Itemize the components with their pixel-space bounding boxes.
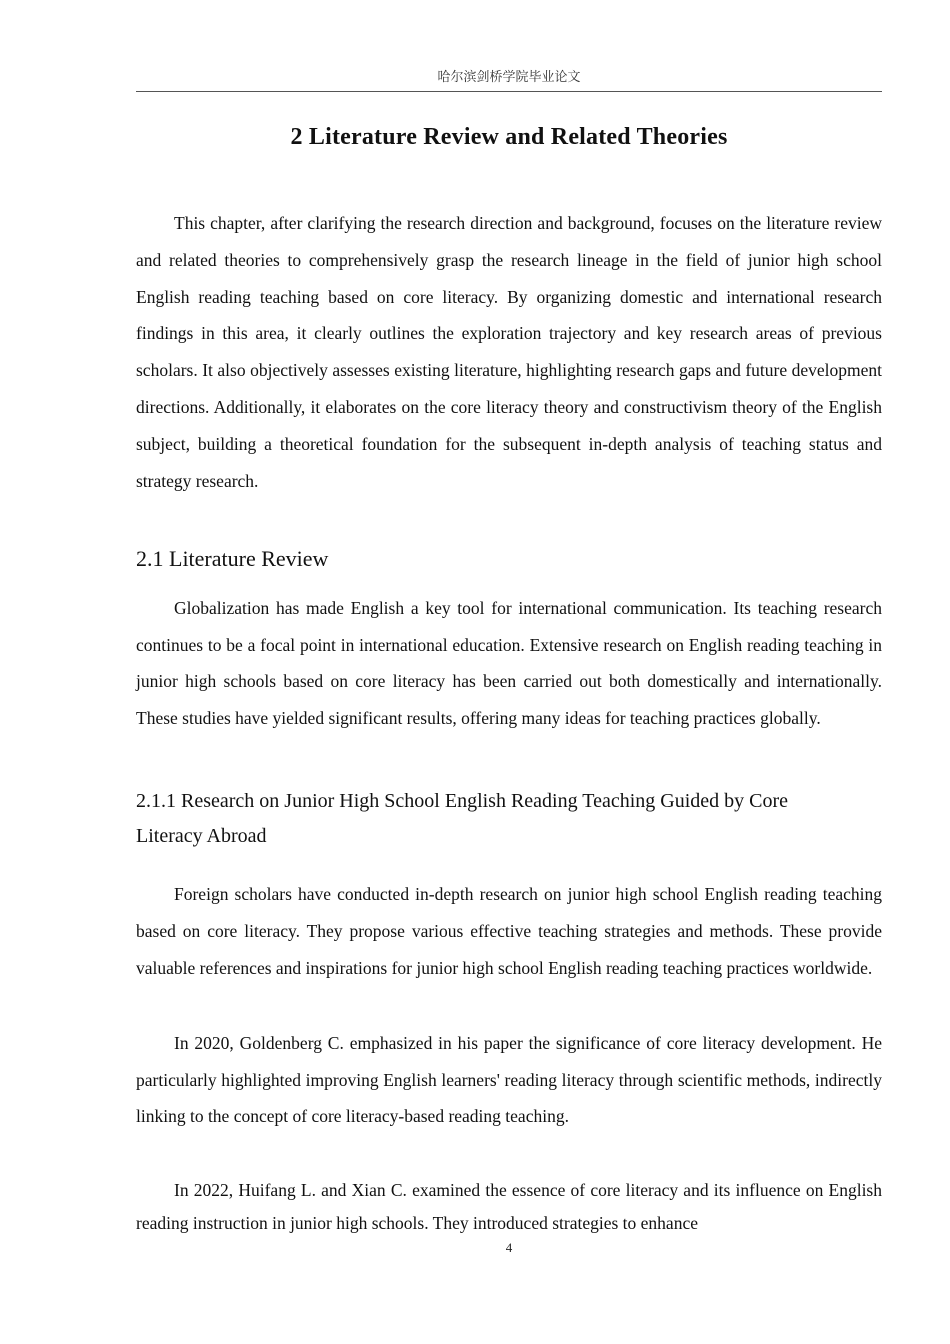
chapter-title: 2 Literature Review and Related Theories	[290, 124, 728, 150]
section-heading-2-1-1: 2.1.1 Research on Junior High School English Reading Teaching Guided by Core Literacy Abroad	[136, 790, 789, 847]
huifang-paragraph: In 2022, Huifang L. and Xian C. examined the essence of core literacy and its influence on English reading instruction in junior high schools. They introduced strategies to enhance	[136, 1180, 882, 1233]
foreign-research-paragraph: Foreign scholars have conducted in-depth research on junior high school English reading teaching based on core literacy. They propose various effective teaching strategies and methods. These provide valuable references and inspirations for junior high school English reading teaching practices worldwide.	[136, 884, 882, 978]
goldenberg-paragraph: In 2020, Goldenberg C. emphasized in his paper the significance of core literacy development. He particularly highlighted improving English learners' reading literacy through scientific methods, indirectly linking to the concept of core literacy-based reading teaching.	[136, 1033, 882, 1126]
running-header: 哈尔滨剑桥学院毕业论文	[136, 66, 882, 92]
intro-paragraph: This chapter, after clarifying the research direction and background, focuses on the literature review and related theories to comprehensively grasp the research lineage in the field of junior high school English reading teaching based on core literacy. By organizing domestic and international research findings in this area, it clearly outlines the exploration trajectory and key research areas of previous scholars. It also objectively assesses existing literature, highlighting research gaps and future development directions. Additionally, it elaborates on the core literacy theory and constructivism theory of the English subject, building a theoretical foundation for the subsequent in-depth analysis of teaching status and strategy research.	[136, 213, 882, 491]
section-heading-2-1: 2.1 Literature Review	[136, 546, 329, 571]
page-number: 4	[505, 1240, 513, 1255]
literature-review-paragraph: Globalization has made English a key tool for international communication. Its teaching research continues to be a focal point in international education. Extensive research on English reading teaching in junior high schools based on core literacy has been carried out both domestically and internationally. These studies have yielded significant results, offering many ideas for teaching practices globally.	[136, 598, 882, 728]
